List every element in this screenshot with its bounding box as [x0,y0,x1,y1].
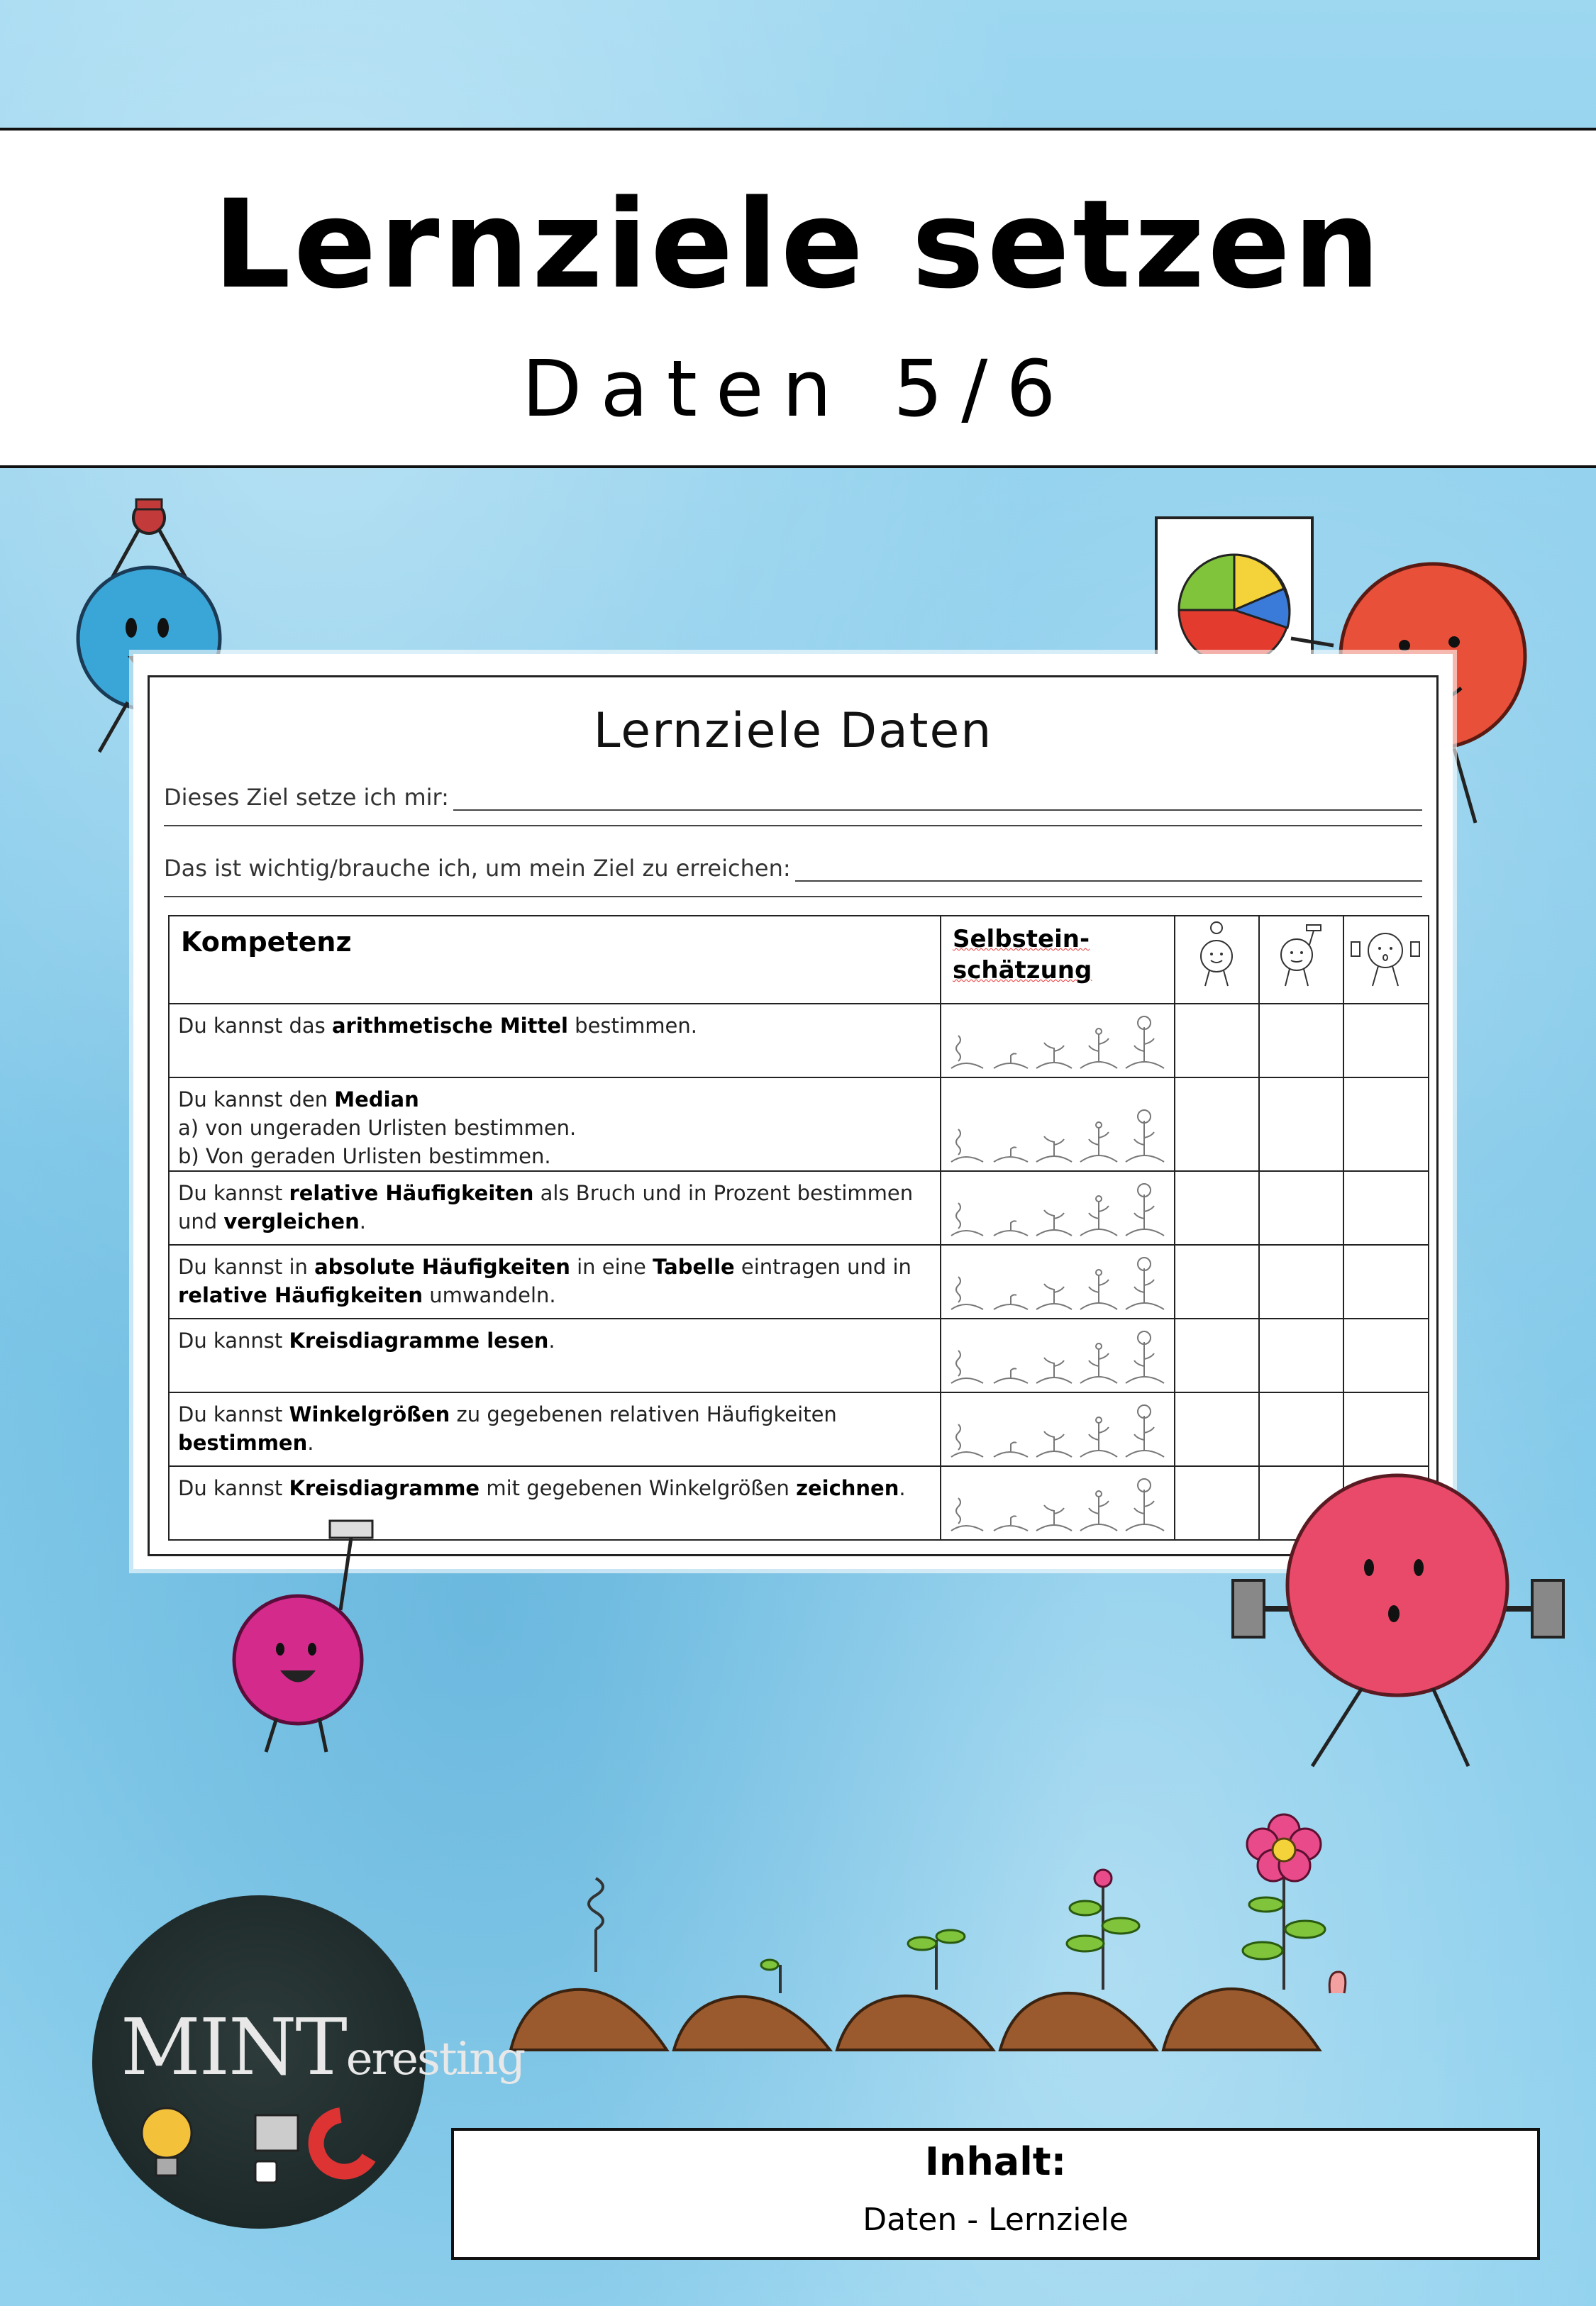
plant-scale-cell [941,1319,1175,1392]
need-extra-line [164,896,1422,897]
plant-scale-cell [941,1392,1175,1466]
plant-growth-scale-icon [944,1326,1171,1390]
page-subtitle: Daten 5/6 [521,343,1075,434]
header-face-3 [1343,916,1429,1004]
lightbulb-magnet-icons [128,2094,397,2200]
content-label: Inhalt: [924,2139,1067,2184]
competency-cell: Du kannst in absolute Häufigkeiten in eine Tabelle eintragen und in relative Häufigkeiten umwandeln. [169,1245,941,1319]
rating-cell-1[interactable] [1175,1319,1259,1392]
goal-extra-line [164,825,1422,826]
worksheet-title: Lernziele Daten [593,703,993,759]
plant-scale-cell [941,1004,1175,1077]
rating-cell-2[interactable] [1259,1392,1343,1466]
header-selbsteinschaetzung [941,916,1175,1004]
header-selbst-line2: schätzung [953,956,1092,985]
header-kompetenz: Kompetenz [169,916,941,1004]
character-big-dumbbell-icon [1344,916,1426,990]
goal-prompt: Dieses Ziel setze ich mir: [164,784,449,811]
rating-cell-3[interactable] [1343,1004,1429,1077]
rating-cell-1[interactable] [1175,1077,1259,1171]
header-face-2 [1259,916,1343,1004]
plant-scale-cell [941,1245,1175,1319]
rating-cell-1[interactable] [1175,1392,1259,1466]
rating-cell-2[interactable] [1259,1077,1343,1171]
header-selbst-line1: Selbstein- [953,925,1090,953]
plant-growth-scale-icon [944,1474,1171,1538]
table-row [169,1077,1429,1171]
rating-cell-2[interactable] [1259,1245,1343,1319]
need-prompt: Das ist wichtig/brauche ich, um mein Ziel zu erreichen: [164,855,791,882]
plant-scale-cell [941,1077,1175,1171]
competency-cell: Du kannst relative Häufigkeiten als Bruch und in Prozent bestimmen und vergleichen. [169,1171,941,1245]
plant-growth-scale-icon [944,1105,1171,1169]
rating-cell-3[interactable] [1343,1171,1429,1245]
rating-cell-2[interactable] [1259,1319,1343,1392]
table-row [169,1245,1429,1319]
logo-wordmark: MINTeresting [121,2002,525,2092]
table-row [169,1319,1429,1392]
rating-cell-3[interactable] [1343,1245,1429,1319]
competency-cell: Du kannst Winkelgrößen zu gegebenen relativen Häufigkeiten bestimmen. [169,1392,941,1466]
title-banner [0,128,1596,468]
rating-cell-3[interactable] [1343,1319,1429,1392]
content-box [451,2128,1540,2260]
pink-character-dumbbell-illustration [1220,1461,1575,1773]
table-row [169,1171,1429,1245]
plant-scale-cell [941,1171,1175,1245]
worksheet-frame [148,675,1439,1556]
competency-cell: Du kannst den Median a) von ungeraden Urlisten bestimmen. b) Von geraden Urlisten bestimmen. [169,1077,941,1171]
goal-line [164,784,1422,811]
plant-growth-scale-icon [944,1253,1171,1316]
plant-growth-scale-icon [944,1179,1171,1243]
minteresting-logo [92,1895,525,2229]
competency-cell: Du kannst das arithmetische Mittel bestimmen. [169,1004,941,1077]
content-value: Daten - Lernziele [863,2202,1129,2238]
competency-cell: Du kannst Kreisdiagramme lesen. [169,1319,941,1392]
growing-plants-illustration [497,1787,1383,2057]
plant-growth-scale-icon [944,1400,1171,1464]
table-header-row [169,916,1429,1004]
table-row [169,1004,1429,1077]
magenta-character-illustration [213,1518,397,1759]
table-row [169,1392,1429,1466]
rating-cell-1[interactable] [1175,1245,1259,1319]
plant-growth-scale-icon [944,1011,1171,1075]
plant-scale-cell [941,1466,1175,1540]
page-title: Lernziele setzen [213,173,1383,316]
rating-cell-2[interactable] [1259,1171,1343,1245]
worksheet-preview [133,654,1453,1569]
competency-cell: Du kannst Kreisdiagramme mit gegebenen Winkelgrößen zeichnen. [169,1466,941,1540]
rating-cell-1[interactable] [1175,1004,1259,1077]
header-face-1 [1175,916,1259,1004]
rating-cell-2[interactable] [1259,1004,1343,1077]
competency-table [168,915,1429,1541]
character-kettlebell-icon [1175,916,1258,990]
rating-cell-3[interactable] [1343,1392,1429,1466]
rating-cell-3[interactable] [1343,1077,1429,1171]
need-line [164,855,1422,882]
character-small-dumbbell-icon [1260,916,1342,990]
rating-cell-1[interactable] [1175,1171,1259,1245]
